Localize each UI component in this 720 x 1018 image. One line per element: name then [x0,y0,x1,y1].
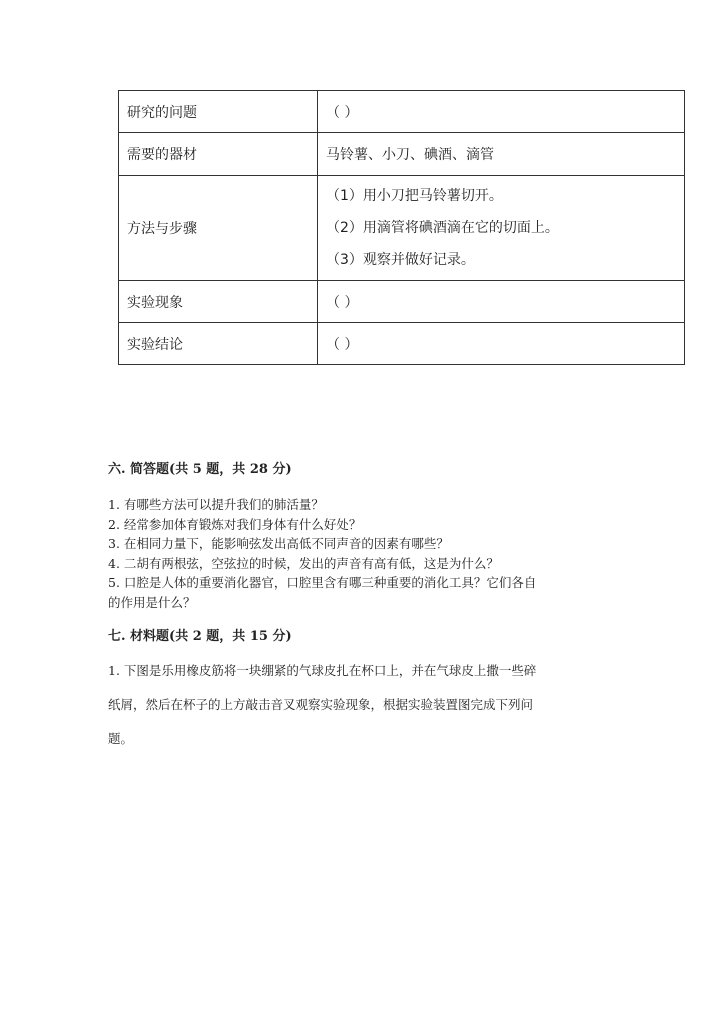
row-value: 马铃薯、小刀、碘酒、滴管 [318,133,685,176]
experiment-table [118,90,685,365]
row-steps [318,176,685,281]
list-item: 3. 在相同力量下，能影响弦发出高低不同声音的因素有哪些？ [108,536,449,551]
step-item: （3）观察并做好记录。 [326,252,475,268]
row-label: 研究的问题 [119,91,318,133]
table-row [119,91,685,133]
paragraph-line: 题。 [108,731,134,746]
row-value: （ ） [318,91,685,133]
section-title: 七. 材料题(共 2 题，共 15 分) [108,629,292,644]
list-item: 的作用是什么？ [108,594,196,610]
section-title: 六. 简答题(共 5 题，共 28 分) [108,462,292,477]
table-row [119,281,685,323]
row-label: 需要的器材 [119,133,318,176]
row-label: 方法与步骤 [119,176,318,281]
question-list [108,495,608,612]
step-item: （1）用小刀把马铃薯切开。 [326,188,503,204]
material-section [108,625,608,756]
step-item: （2）用滴管将碘酒滴在它的切面上。 [326,220,559,236]
list-item: 1. 有哪些方法可以提升我们的肺活量？ [108,497,324,512]
list-item: 5. 口腔是人体的重要消化器官，口腔里含有哪三种重要的消化工具？它们各自 [108,575,537,590]
row-value: （ ） [318,323,685,365]
row-value: （ ） [318,281,685,323]
short-answer-section [108,458,608,612]
paragraph-line: 纸屑，然后在杯子的上方敲击音叉观察实验现象，根据实验装置图完成下列问 [108,697,534,712]
table-row [119,323,685,365]
list-item: 2. 经常参加体育锻炼对我们身体有什么好处？ [108,516,362,532]
row-label: 实验现象 [119,281,318,323]
material-text [108,654,608,756]
list-item: 4. 二胡有两根弦，空弦拉的时候，发出的声音有高有低，这是为什么？ [108,555,499,571]
paragraph-line: 1. 下图是乐用橡皮筋将一块绷紧的气球皮扎在杯口上，并在气球皮上撒一些碎 [108,663,537,678]
table-row [119,133,685,176]
row-label: 实验结论 [119,323,318,365]
table-row [119,176,685,281]
